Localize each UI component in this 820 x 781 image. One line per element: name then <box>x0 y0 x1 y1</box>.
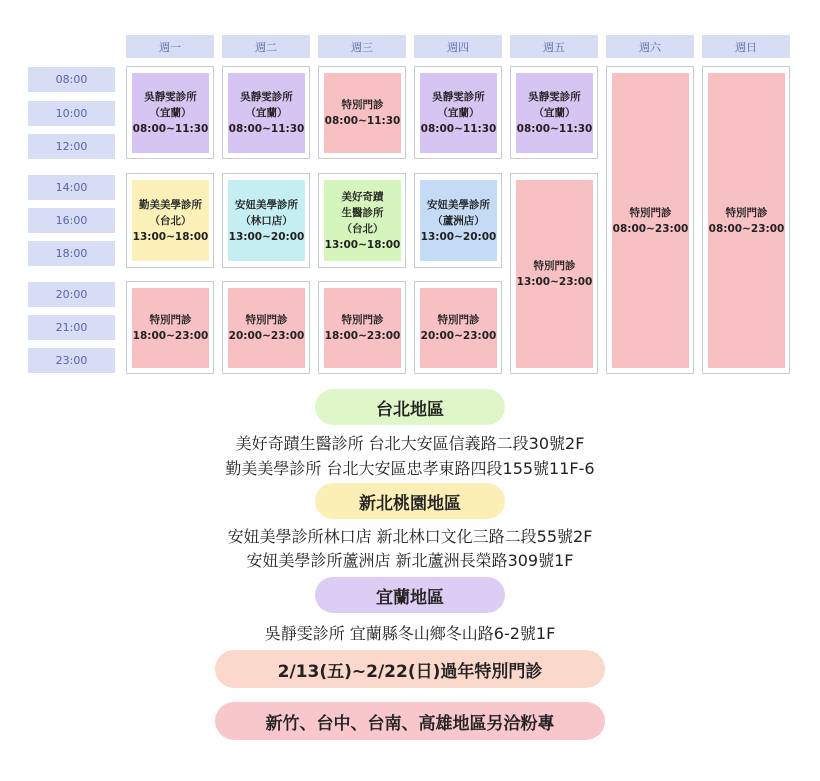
slot-hours: 13:00~18:00 <box>132 230 209 243</box>
day-header-mon: 週一 <box>126 35 214 58</box>
slot-hours: 08:00~11:30 <box>324 115 401 127</box>
slot-clinic: 特別門診 <box>341 314 384 326</box>
slot-hours: 20:00~23:00 <box>420 330 497 342</box>
slot-wed-afternoon <box>324 180 401 261</box>
region-newtaipei-title: 新北桃園地區 <box>315 483 505 519</box>
slot-clinic: 特別門診 <box>341 99 384 111</box>
slot-tue-evening <box>228 288 305 368</box>
slot-hours: 13:00~20:00 <box>420 230 497 243</box>
slot-location: （林口店） <box>240 214 293 227</box>
region-yilan-title: 宜蘭地區 <box>315 577 505 613</box>
address-line: 安妞美學診所蘆洲店 新北蘆洲長榮路309號1F <box>246 551 574 570</box>
slot-location: （宜蘭） <box>533 107 576 119</box>
slot-location: （宜蘭） <box>245 107 288 119</box>
slot-hours: 08:00~23:00 <box>708 222 785 235</box>
slot-sat-allday <box>612 73 689 368</box>
slot-mon-evening <box>132 288 209 368</box>
day-header-sat: 週六 <box>606 35 694 58</box>
address-line: 勤美美學診所 台北大安區忠孝東路四段155號11F-6 <box>225 459 595 478</box>
other-areas-notice: 新竹、台中、台南、高雄地區另洽粉專 <box>215 702 605 740</box>
time-label: 10:00 <box>28 101 115 126</box>
slot-location: （台北） <box>149 214 192 227</box>
slot-clinic: 吳靜雯診所 <box>528 91 581 103</box>
time-label: 18:00 <box>28 241 115 266</box>
new-year-notice: 2/13(五)~2/22(日)過年特別門診 <box>215 650 605 688</box>
address-line: 安妞美學診所林口店 新北林口文化三路二段55號2F <box>227 527 593 546</box>
time-label: 08:00 <box>28 67 115 92</box>
slot-clinic: 特別門診 <box>629 206 672 219</box>
time-label: 16:00 <box>28 208 115 233</box>
slot-sun-allday <box>708 73 785 368</box>
slot-location: （蘆洲店） <box>432 214 485 227</box>
slot-hours: 13:00~18:00 <box>324 238 401 251</box>
time-label: 21:00 <box>28 315 115 340</box>
time-label: 14:00 <box>28 175 115 200</box>
slot-thu-morning <box>420 73 497 153</box>
slot-clinic: 特別門診 <box>533 260 576 272</box>
slot-clinic: 吳靜雯診所 <box>240 91 293 103</box>
slot-clinic: 吳靜雯診所 <box>144 91 197 103</box>
slot-fri-afternoon <box>516 180 593 368</box>
address-line: 美好奇蹟生醫診所 台北大安區信義路二段30號2F <box>235 434 585 453</box>
slot-thu-afternoon <box>420 180 497 261</box>
slot-mon-morning <box>132 73 209 153</box>
slot-tue-afternoon <box>228 180 305 261</box>
slot-hours: 08:00~11:30 <box>132 123 209 135</box>
slot-hours: 18:00~23:00 <box>132 330 209 342</box>
slot-location: （台北） <box>341 222 384 235</box>
slot-clinic: 安妞美學診所 <box>235 198 298 211</box>
slot-clinic: 特別門診 <box>245 314 288 326</box>
slot-wed-morning <box>324 73 401 153</box>
slot-wed-evening <box>324 288 401 368</box>
slot-thu-evening <box>420 288 497 368</box>
slot-mon-afternoon <box>132 180 209 261</box>
slot-hours: 08:00~23:00 <box>612 222 689 235</box>
day-header-sun: 週日 <box>702 35 790 58</box>
slot-clinic: 特別門診 <box>149 314 192 326</box>
slot-hours: 18:00~23:00 <box>324 330 401 342</box>
time-label: 20:00 <box>28 282 115 307</box>
slot-hours: 13:00~20:00 <box>228 230 305 243</box>
day-header-wed: 週三 <box>318 35 406 58</box>
slot-tue-morning <box>228 73 305 153</box>
slot-fri-morning <box>516 73 593 153</box>
slot-location: （宜蘭） <box>149 107 192 119</box>
time-label: 12:00 <box>28 134 115 159</box>
slot-clinic: 吳靜雯診所 <box>432 91 485 103</box>
address-line: 吳靜雯診所 宜蘭縣冬山鄉冬山路6-2號1F <box>264 624 556 643</box>
day-header-thu: 週四 <box>414 35 502 58</box>
slot-clinic: 生醫診所 <box>341 206 384 219</box>
day-header-tue: 週二 <box>222 35 310 58</box>
slot-hours: 20:00~23:00 <box>228 330 305 342</box>
slot-hours: 08:00~11:30 <box>516 123 593 135</box>
slot-clinic: 美好奇蹟 <box>341 190 384 203</box>
slot-location: （宜蘭） <box>437 107 480 119</box>
slot-hours: 08:00~11:30 <box>420 123 497 135</box>
slot-clinic: 特別門診 <box>725 206 768 219</box>
slot-hours: 13:00~23:00 <box>516 276 593 288</box>
slot-clinic: 勤美美學診所 <box>139 198 202 211</box>
slot-clinic: 特別門診 <box>437 314 480 326</box>
slot-hours: 08:00~11:30 <box>228 123 305 135</box>
slot-clinic: 安妞美學診所 <box>427 198 490 211</box>
region-taipei-title: 台北地區 <box>315 389 505 425</box>
day-header-fri: 週五 <box>510 35 598 58</box>
time-label: 23:00 <box>28 348 115 373</box>
